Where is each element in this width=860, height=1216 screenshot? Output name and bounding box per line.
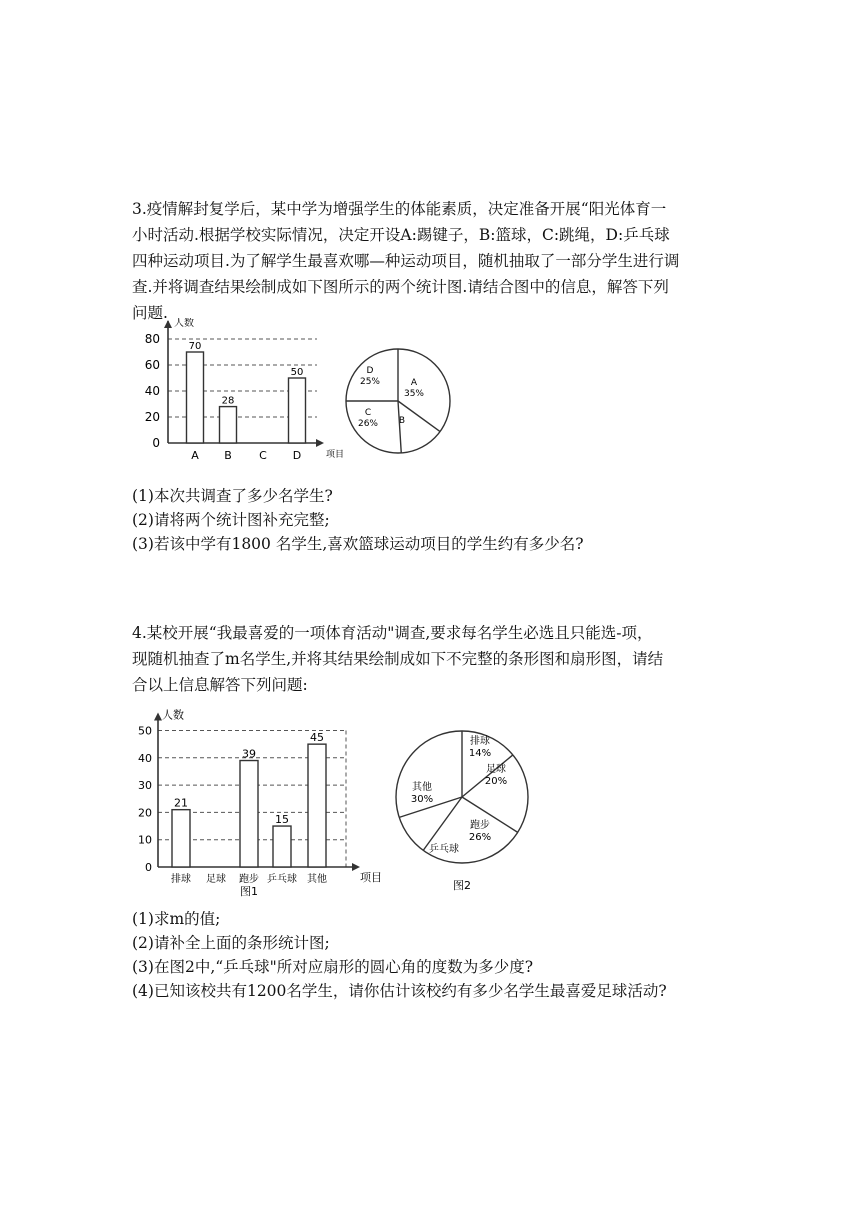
problem3-line: 查.并将调查结果绘制成如下图所示的两个统计图.请结合图中的信息，解答下列: [132, 278, 669, 296]
chart-caption: 图2: [453, 879, 471, 892]
pie-slice-label: 其他: [412, 782, 432, 793]
problem3-text: [132, 196, 738, 326]
x-tick-label: A: [191, 449, 199, 462]
question-item: (2)请补全上面的条形统计图;: [132, 934, 330, 952]
x-axis-arrow: [316, 439, 324, 447]
x-tick-label: C: [259, 449, 267, 462]
bar-value-label: 39: [242, 747, 256, 761]
x-axis-label: 项目: [326, 450, 345, 460]
bar-value-label: 15: [275, 813, 289, 827]
y-axis-arrow: [154, 713, 162, 721]
pie-slice-percent: 25%: [359, 377, 381, 387]
x-axis-label: 项目: [360, 871, 382, 884]
pie-slice-label: 乒乓球: [429, 844, 459, 855]
bar-value-label: 45: [310, 731, 324, 745]
bar: [273, 826, 291, 867]
problem4-line: 现随机抽查了m名学生,并将其结果绘制成如下不完整的条形图和扇形图，请结: [132, 650, 664, 668]
bar: [308, 744, 326, 867]
problem3-bar-chart: [140, 318, 350, 468]
y-tick-label: 40: [144, 384, 160, 398]
pie-slice-label: D: [366, 366, 374, 376]
problem4-line: 合以上信息解答下列问题:: [132, 676, 308, 694]
y-axis-arrow: [164, 320, 172, 328]
problem4-line: 4.某校开展“我最喜爱的一项体育活动"调查,要求每名学生必选且只能选-项，: [132, 624, 653, 642]
bar-value-label: 28: [221, 395, 235, 407]
x-tick-label: D: [292, 449, 302, 462]
y-tick-label: 10: [138, 833, 152, 847]
bar-value-label: 70: [188, 341, 202, 352]
problem3-line: 3.疫情解封复学后，某中学为增强学生的体能素质，决定准备开展“阳光体育一: [132, 200, 667, 218]
pie-slice-label: C: [364, 408, 372, 418]
question-item: (1)求m的值;: [132, 910, 221, 928]
problem4-pie-chart: [392, 722, 532, 894]
pie-slice-percent: 20%: [484, 776, 508, 787]
pie-slice-label: 跑步: [470, 820, 490, 831]
problem4-questions: [132, 907, 667, 1003]
y-tick-label: 50: [138, 724, 152, 738]
y-tick-label: 20: [138, 806, 152, 820]
bar: [220, 407, 237, 443]
bar-value-label: 21: [174, 796, 188, 810]
x-tick-label: 跑步: [239, 874, 259, 885]
x-axis-arrow: [352, 863, 360, 871]
bar-value-label: 50: [290, 367, 304, 378]
problem3-line: 小时活动.根据学校实际情况，决定开设A:踢键子，B:篮球，C:跳绳，D:乒乓球: [132, 226, 670, 244]
question-item: (2)请将两个统计图补充完整;: [132, 511, 330, 529]
pie-slice-label: 足球: [486, 764, 506, 775]
pie-slice-percent: 26%: [357, 419, 379, 429]
bar: [289, 378, 306, 443]
pie-slice-percent: 30%: [410, 794, 434, 805]
pie-slice-label: B: [398, 416, 406, 426]
pie-slice-boundary: [398, 401, 401, 453]
x-tick-label: 足球: [206, 874, 226, 885]
y-axis-label: 人数: [162, 708, 184, 722]
problem4-text: [132, 620, 738, 698]
x-tick-label: B: [224, 449, 232, 462]
pie-slice-boundary: [423, 797, 462, 850]
bar: [240, 761, 258, 867]
question-item: (3)在图2中,“乒乓球"所对应扇形的圆心角的度数为多少度?: [132, 958, 534, 976]
bar: [172, 810, 190, 867]
problem3-line: 四种运动项目.为了解学生最喜欢哪—种运动项目，随机抽取了一部分学生进行调: [132, 252, 680, 270]
pie-slice-label: A: [410, 378, 418, 388]
y-tick-label: 80: [144, 332, 160, 346]
pie-slice-percent: 26%: [468, 832, 492, 843]
y-tick-label: 20: [144, 410, 160, 424]
pie-slice-percent: 35%: [403, 389, 425, 399]
x-tick-label: 乒乓球: [267, 874, 297, 885]
problem3-questions: [132, 484, 584, 556]
y-axis-label: 人数: [174, 318, 194, 329]
y-tick-label: 40: [138, 751, 152, 765]
y-tick-label: 0: [152, 436, 160, 450]
pie-slice-label: 排球: [470, 736, 490, 747]
y-tick-label: 30: [138, 779, 152, 793]
problem3-line: 问题.: [132, 304, 168, 322]
x-tick-label: 其他: [307, 874, 327, 885]
chart-caption: 图1: [240, 885, 258, 897]
question-item: (4)已知该校共有1200名学生，请你估计该校约有多少名学生最喜爱足球活动?: [132, 982, 667, 1000]
bar: [187, 352, 204, 443]
question-item: (1)本次共调查了多少名学生?: [132, 487, 333, 505]
problem3-pie-chart: [340, 345, 460, 457]
question-item: (3)若该中学有1800 名学生,喜欢篮球运动项目的学生约有多少名?: [132, 535, 584, 553]
x-tick-label: 排球: [171, 874, 191, 885]
y-tick-label: 60: [144, 358, 160, 372]
pie-slice-percent: 14%: [468, 748, 492, 759]
problem4-bar-chart: [132, 697, 382, 897]
y-tick-label: 0: [145, 861, 152, 874]
